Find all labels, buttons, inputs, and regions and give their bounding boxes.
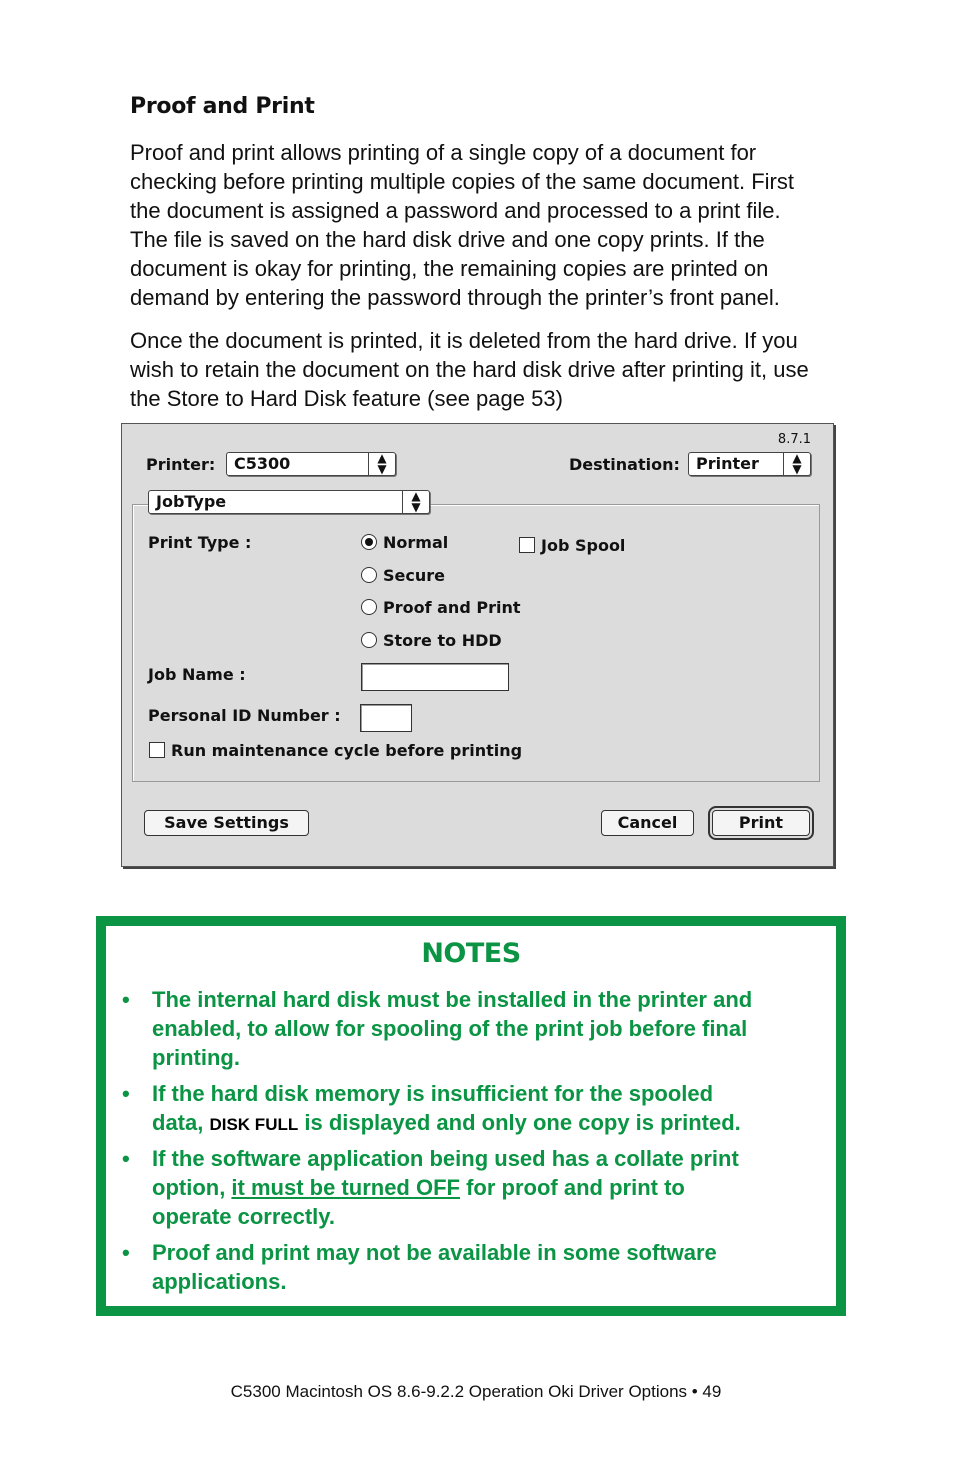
note-line [152,1173,822,1202]
note-text: for proof and print to [459,1175,685,1200]
radio-label: Normal [383,533,449,552]
updown-arrows-icon: ▲ ▼ [368,453,395,475]
version-label: 8.7.1 [777,432,811,447]
cancel-button[interactable]: Cancel [601,810,694,836]
note-item [152,1079,822,1139]
printer-popup-value: C5300 [234,454,291,473]
note-text: data, [152,1110,210,1135]
radio-icon [361,632,377,648]
print-type-label: Print Type : [148,533,252,552]
note-emphasis: it must be turned OFF [231,1175,460,1200]
checkbox-label: Run maintenance cycle before printing [171,741,523,760]
radio-normal[interactable] [361,533,448,552]
job-name-input[interactable] [361,663,509,691]
job-spool-checkbox[interactable] [519,536,625,555]
save-settings-button[interactable]: Save Settings [144,810,309,836]
job-name-label: Job Name : [148,665,246,684]
checkbox-icon [149,742,165,758]
disk-full-message: DISK FULL [209,1115,299,1134]
printer-popup[interactable] [226,452,396,476]
radio-label: Proof and Print [383,598,521,617]
note-line: applications. [152,1269,287,1294]
paragraph-line: Once the document is printed, it is deleted from the hard drive. If you [130,328,798,353]
printer-label: Printer: [146,455,216,474]
note-line: • If the software application being used has a collate print [152,1146,739,1171]
personal-id-input[interactable] [360,704,412,732]
paragraph-line: The file is saved on the hard disk drive and one copy prints. If the [130,227,765,252]
paragraph-1 [130,138,860,312]
notes-box [96,916,846,1316]
radio-icon [361,599,377,615]
checkbox-label: Job Spool [541,536,626,555]
paragraph-line: document is okay for printing, the remaining copies are printed on [130,256,769,281]
panel-popup-value: JobType [156,492,227,511]
radio-store-to-hdd[interactable] [361,631,502,650]
radio-label: Store to HDD [383,631,502,650]
radio-icon [361,567,377,583]
updown-arrows-icon: ▲ ▼ [402,491,429,513]
checkbox-icon [519,537,535,553]
print-button[interactable]: Print [712,810,810,836]
radio-selected-icon [361,534,377,550]
notes-title: NOTES [421,938,521,969]
personal-id-label: Personal ID Number : [148,706,341,725]
radio-proof-and-print[interactable] [361,598,520,617]
radio-secure[interactable] [361,566,445,585]
note-text: is displayed and only one copy is printed. [298,1110,741,1135]
radio-label: Secure [383,566,445,585]
paragraph-line: the Store to Hard Disk feature (see page 53) [130,386,563,411]
destination-popup[interactable] [688,452,811,476]
note-line: • If the hard disk memory is insufficient for the spooled [152,1081,714,1106]
paragraph-line: the document is assigned a password and processed to a print file. [130,198,781,223]
paragraph-2 [130,326,860,413]
note-line: • The internal hard disk must be installed in the printer and [152,987,753,1012]
note-line: printing. [152,1045,240,1070]
note-line: • Proof and print may not be available in some software [152,1240,717,1265]
destination-label: Destination: [569,455,680,474]
paragraph-line: Proof and print allows printing of a single copy of a document for [130,140,757,165]
paragraph-line: demand by entering the password through the printer’s front panel. [130,285,780,310]
destination-popup-value: Printer [696,454,759,473]
maintenance-checkbox[interactable] [149,741,522,760]
note-item [152,985,822,1072]
section-heading: Proof and Print [130,94,315,119]
note-item [152,1238,822,1296]
updown-arrows-icon: ▲ ▼ [783,453,810,475]
footer-text: C5300 Macintosh OS 8.6-9.2.2 Operation Oki Driver Options • 49 [230,1382,722,1401]
paragraph-line: checking before printing multiple copies of the same document. First [130,169,794,194]
print-dialog [121,423,834,867]
note-text: option, [152,1175,232,1200]
note-line: enabled, to allow for spooling of the print job before final [152,1016,748,1041]
note-line: operate correctly. [152,1204,336,1229]
note-item [152,1144,822,1231]
paragraph-line: wish to retain the document on the hard disk drive after printing it, use [130,357,809,382]
panel-popup[interactable] [148,490,430,514]
note-line [152,1108,822,1139]
page-footer [0,1382,954,1402]
